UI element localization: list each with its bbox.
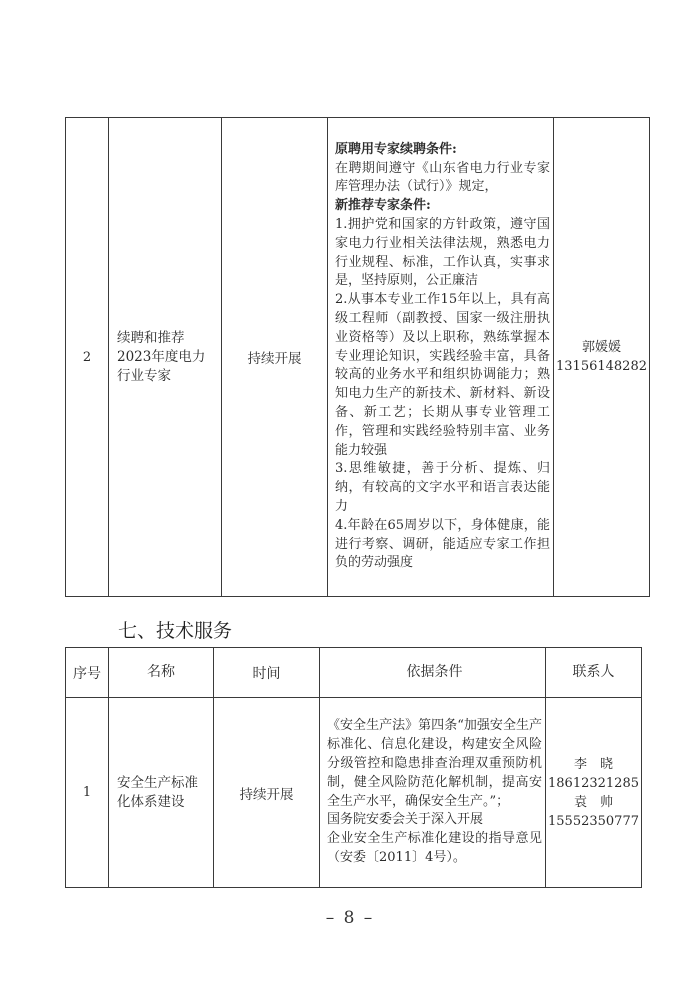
header-basis: 依据条件	[320, 648, 546, 698]
item-name-line: 化体系建设	[117, 793, 185, 810]
condition-paragraph: 在聘期间遵守《山东省电力行业专家库管理办法（试行）》规定，	[335, 160, 550, 195]
condition-paragraph: 3.思维敏捷，善于分析、提炼、归纳，有较高的文字水平和语言表达能力	[335, 461, 550, 514]
contact-phone: 13156148282	[556, 359, 647, 374]
table-row	[66, 118, 650, 597]
contact-name: 李 晓	[573, 756, 613, 772]
condition-paragraph: 《安全生产法》第四条“加强安全生产标准化、信息化建设，构建安全风险分级管控和隐患排查治理双重预防机制，健全风险防范化解机制，提高安全生产水平，确保安全生产。”；	[327, 718, 542, 809]
item-contact	[554, 118, 650, 597]
condition-paragraph: 4.年龄在65周岁以下，身体健康，能进行考察、调研，能适应专家工作担负的劳动强度	[335, 517, 550, 571]
row-number: 1	[66, 698, 109, 888]
item-name-line: 2023年度电力	[117, 348, 206, 365]
header-contact: 联系人	[546, 648, 642, 698]
condition-paragraph: 国务院安委会关于深入开展	[327, 812, 484, 828]
header-name: 名称	[109, 648, 214, 698]
item-name-line: 续聘和推荐	[117, 329, 185, 346]
condition-heading: 原聘用专家续聘条件:	[335, 141, 457, 157]
item-name	[109, 698, 214, 888]
header-no: 序号	[66, 648, 109, 698]
tech-service-table	[65, 647, 642, 888]
item-contact	[546, 698, 642, 888]
section-title: 七、技术服务	[118, 620, 233, 642]
item-conditions	[320, 698, 546, 888]
condition-paragraph: 企业安全生产标准化建设的指导意见（安委〔2011〕4号）。	[327, 831, 542, 865]
table-header-row	[66, 648, 642, 698]
contact-phone: 18612321285	[548, 775, 639, 791]
expert-table	[65, 117, 650, 597]
page-number: – 8 –	[325, 908, 375, 928]
condition-paragraph: 2.从事本专业工作15年以上，具有高级工程师（副教授、国家一级注册执业资格等）及以上职称，熟练掌握本专业理论知识，实践经验丰富，具备较高的业务水平和组织协调能力；熟知电力生产的新技术、新材料、新设备、新工艺；长期从事专业管理工作，管理和实践经验特别丰富、业务能力较强	[335, 292, 550, 458]
item-time: 持续开展	[214, 698, 320, 888]
contact-name: 袁 帅	[573, 794, 613, 810]
table-row	[66, 698, 642, 888]
item-time: 持续开展	[222, 118, 328, 597]
item-name-line: 安全生产标准	[117, 774, 198, 791]
condition-paragraph: 1.拥护党和国家的方针政策，遵守国家电力行业相关法律法规，熟悉电力行业规程、标准，工作认真，实事求是，坚持原则，公正廉洁	[335, 217, 550, 289]
item-conditions	[328, 118, 554, 597]
contact-name: 郭媛媛	[581, 340, 621, 355]
condition-heading: 新推荐专家条件:	[335, 198, 431, 214]
header-time: 时间	[214, 648, 320, 698]
contact-phone: 15552350777	[548, 813, 639, 829]
row-number: 2	[66, 118, 109, 597]
item-name	[109, 118, 222, 597]
item-name-line: 行业专家	[117, 367, 171, 384]
